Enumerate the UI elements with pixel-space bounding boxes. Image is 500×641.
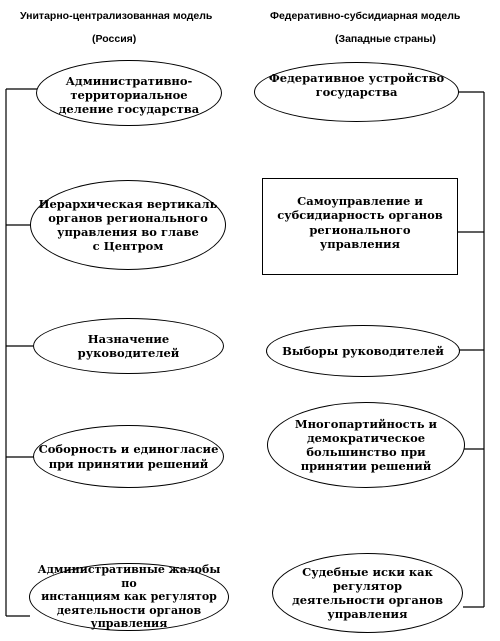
left-node-4 (33, 425, 224, 488)
left-node-1 (36, 60, 222, 126)
left-node-3 (33, 318, 224, 374)
right-node-3-label: Выборы руководителей (282, 343, 444, 358)
right-node-1-label: Федеративное устройство государства (268, 70, 445, 99)
left-node-2 (30, 180, 226, 270)
right-node-5 (272, 553, 463, 633)
right-node-2-label: Самоуправление и субсидиарность органов регионального управления (277, 194, 443, 251)
left-node-5-label: Административные жалобы по инстанциям как регулятор деятельности органов управления (37, 563, 221, 631)
right-node-4 (267, 402, 465, 488)
left-node-4-label: Соборность и единогласие при принятии решений (38, 442, 219, 471)
left-node-3-label: Назначение руководителей (77, 331, 180, 360)
right-node-2 (262, 178, 458, 275)
left-node-1-label: Административно- территориальное деление государства (58, 73, 200, 116)
left-column-title: Унитарно-централизованная модель (20, 10, 213, 22)
left-column-subtitle: (Россия) (92, 33, 137, 45)
right-node-5-label: Судебные иски как регулятор деятельности органов управления (292, 564, 443, 622)
right-column-title: Федеративно-субсидиарная модель (270, 10, 461, 22)
left-node-2-label: Иерархическая вертикаль органов регионального управления во главе с Центром (38, 196, 218, 254)
right-node-1 (254, 62, 459, 122)
right-column-subtitle: (Западные страны) (335, 33, 436, 45)
right-node-3 (266, 325, 460, 377)
right-node-4-label: Многопартийность и демократическое большинство при принятии решений (294, 416, 438, 474)
left-node-5 (29, 563, 229, 631)
